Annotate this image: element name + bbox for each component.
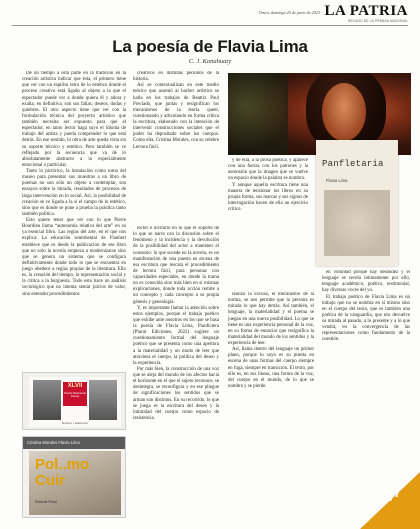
article-byline: C. J. Kanahuaty xyxy=(188,58,232,65)
article-column-5 xyxy=(228,292,314,518)
book-cover-1-photo-right xyxy=(89,380,117,420)
photo-face xyxy=(322,83,366,141)
col1-paragraph-1: De un tiempo a esta parte en la tradición en la creación artística indicar que ésta, el primero tiene que ver con un espíritu retro de lo estético donde el proceso creativo está ligado al objeto a la que el espectador puede ver a donde quiera él y adora y exalta, en definitiva, son sus fallas, deseos, dudas y quiebres. El otro aspecto tiene que ver con la formulación técnica del proyecto artístico que también necesita ser expuesto para que el espectador, en tanto lector haga suyo el idioma de trabajo del artista y pueda comprender lo que está detrás. En ese sentido, lo obra de arte queda vista sin su soporte técnico y estético. Pero también se ve reflejado por la secuencia que va de lo absolutamente abstracto a lo especialmente emocional o particular. xyxy=(22,71,126,168)
section-tag: cultura xyxy=(388,484,394,501)
masthead-title: LA PATRIA xyxy=(324,3,408,19)
book-cover-1-photo-left xyxy=(33,380,61,420)
article-column-6 xyxy=(322,270,410,468)
page-number: 7 xyxy=(394,486,401,500)
book-cover-2-band-text: Cristina Morales Flavia Lima xyxy=(27,440,80,445)
col4-paragraph-2: Y aunque aquella escritura tiene una manera de tensionar los libros en su propia forma, sus marcas y sus signos de interrogación hacen de ella un ejercicio crítico. xyxy=(228,182,308,212)
col6-paragraph-1: en voluntad porque hay desnudez y el lenguaje se revela íntimamente por ello, lenguaje académico, poético, testimonial, hay diversas voces del yo. xyxy=(322,270,410,294)
book-cover-2 xyxy=(22,436,126,518)
book-cover-artwork xyxy=(324,190,390,256)
article-headline: La poesía de Flavia Lima xyxy=(112,37,308,56)
masthead xyxy=(324,4,408,23)
col6-paragraph-2: El trabajo poético de Flavia Lima es un trabajo que no se nombra en sí mismo sino en el cuerpo del texto, que es también una poética de la vanguardia, que nos devuelve su mirada al pasado, a lo presente y a lo que vendrá, en la convergencia de las representaciones como fundamento de la cuestión. xyxy=(322,294,410,343)
col3-paragraph-1: lector e invitarlo en lo que el soporte de lo que se narra con la discusión sobre el fenómeno y la incidencia y la devolución de la posibilidad del actor a mantener el consumo: lo que sucede en la novela, es un manifestación de una puesta en escena de esa escritura que rescata el procedimiento de lectura fácil, para personas con capacidades especiales, en donde la trama no es conocida sino más bien en si mismas explicaciones, donde toda acción remite a un concepto y cada concepto a su propia génesis y genealogía. xyxy=(133,226,219,305)
col3-paragraph-2: Y, es importante llamar la atención sobre estos ejemplos, porque el trabajo poético que exhibe ante nosotros en los que se basa la poesía de Flavia Lima, Pianfictera (Plural Ediciones, 2022) sugiere un cuestionamiento formal del lenguaje poético que se presenta como una apertura a la materialidad y un modo de leer que atraviesa el cuerpo, la política del deseo y la experiencia. xyxy=(133,305,219,366)
col5-paragraph-2: Así, llama dentro del lenguaje un primer plano, porque lo suyo es su puesta en escena de unas formas del cuerpo siempre en fuga, siempre en transición. El texto, por ello es, en sus líneas, una forma de la voz, del cuerpo en el mundo, de lo que se nombra y se pierde. xyxy=(228,347,314,389)
dateline: Oruro, domingo 25 de junio de 2023 xyxy=(258,10,320,15)
col5-paragraph-1: realizó la excusa, el mecanismo de la norma, se nos permite que la persona es mirada lo que hay detrás. Así también, el lenguaje, la materialidad y el poema se juegan en una nueva posibilidad. Lo que se tiene es una experiencia personal de la voz, en su forma de enunciar que resignifica la materialidad del mundo de los sentidos y la experiencia de leer. xyxy=(228,292,314,346)
book-cover-2-footer: Editorial Plural xyxy=(35,500,57,504)
book-cover-1-inner xyxy=(29,377,121,427)
col3-paragraph-3: Por más bien, la construcción de una voz que se aleja del mundo de los afectos hacia el horizonte en el que el sujeto reconoce, se desintegra, se reconfigura y en ese pliegue de significaciones los sentidos que se arman son distintos. En su recorrido, lo que se juega es la escritura del deseo y la intimidad del cuerpo como espacio de resistencia. xyxy=(133,366,219,421)
photo-foliage xyxy=(228,73,288,155)
book-cover-1-footer: Ensayo • Ediciones xyxy=(62,421,88,425)
book-cover-panfletaria xyxy=(316,140,398,266)
col1-paragraph-3: Esto quiere tener que ver con lo que Pierre Bourdieu llama “autonomía relativa del arte” en su ya esencial libro. Las reglas del arte, en el que nos explica: La educación sentimental de Flaubert establece que es desde la publicación de ese libro que no solo la novela empieza a modernizarse sino que se genera un sistema que se configura definitivamente donde todo lo que se encuentra en juego obedece a reglas propias de la literatura. Ello es, la creación del tiempo, la representación social y la crítica a la burguesía. Todo esto hace un análisis sociológico que no intenta sentar juicios de valor, sino entender procedimientos xyxy=(22,218,126,297)
header-rule xyxy=(12,25,408,26)
book-cover-1-number: XLVII xyxy=(67,383,83,389)
article-column-3 xyxy=(133,226,219,518)
col2-paragraph-2: Así se contextualizan en este medio teórico que asumió al hacher artístico se halla en los trabajos de Beatriz Paul Preciado, que juntas y resignifican los mecanismos de la teoría queer, cuestionando y articulando en forma crítica la escritura, elaborado con la intención de intervenir construcciones sociales que el poder ha depositado sobre los cuerpos. Como ella, Cristina Morales, con su celebre Lectura fácil. xyxy=(133,83,219,150)
book-cover-2-title-line-2: Cuir xyxy=(35,472,65,489)
article-column-4 xyxy=(228,158,308,288)
book-cover-1 xyxy=(22,372,126,430)
article-column-1 xyxy=(22,71,126,369)
masthead-subtitle: DECANO DE LA PRENSA NACIONAL xyxy=(347,19,408,23)
book-cover-title: Panfletaria xyxy=(322,159,384,169)
book-cover-1-badge-text: Premio Nacional de Poesía xyxy=(64,392,86,398)
book-cover-author: Flavia Lima xyxy=(326,178,348,183)
col1-paragraph-2: Tanto lo pictórico, la instalación como toma del museo para presentar sus muestras a un libro de poemas no son sólo un objeto a contemplar, son ensayos sobre la mirada, resultados de procesos de larga intervención en lo social. Así, la posibilidad de creación se ve ligada a la sí el campo de lo estético, sino que es donde se pone a prueba la práctica tanto también política. xyxy=(22,169,126,217)
col4-paragraph-1: y de ella, a la prosa poética, y aparece con una fuerza con los patrones y la ascensión que la imagen que se vuelve un espacio donde la palabra se nombra. xyxy=(228,158,308,182)
book-cover-2-title-line-1: Pol..mo xyxy=(35,456,90,473)
col2-paragraph-1: creativos en distintas periodos de la historia. xyxy=(133,71,219,83)
article-column-2 xyxy=(133,71,219,223)
